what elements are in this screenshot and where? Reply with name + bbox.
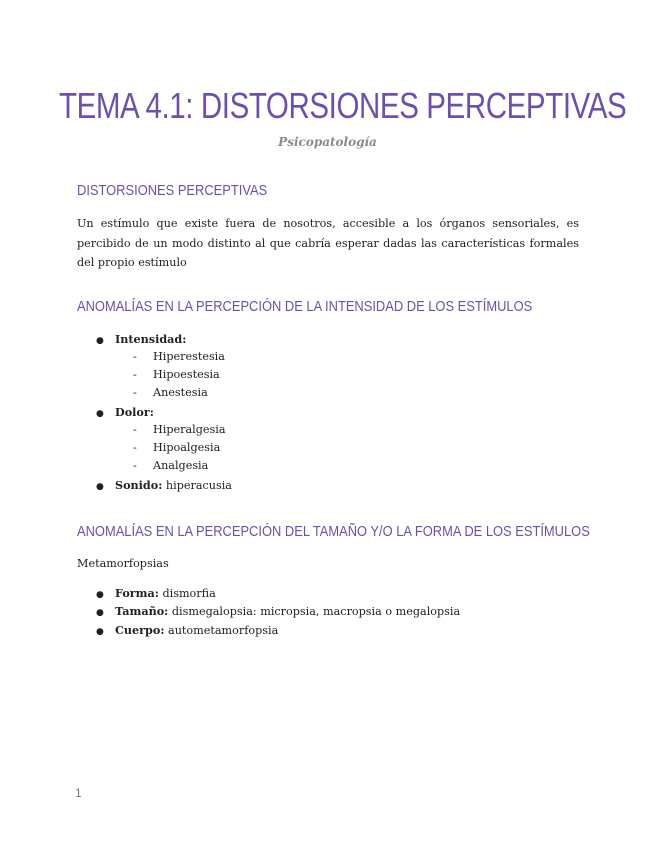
list-item-label: Cuerpo: — [115, 623, 165, 637]
bullet-icon: ● — [96, 627, 104, 637]
section-heading-tamano-forma: ANOMALÍAS EN LA PERCEPCIÓN DEL TAMAÑO Y/O LA FORMA DE LOS ESTÍMULOS — [77, 523, 590, 540]
dash-icon: - — [133, 441, 137, 454]
sub-item — [133, 457, 208, 475]
list-item-text: dismorfia — [162, 587, 216, 600]
dash-icon: - — [133, 386, 137, 399]
page-subtitle: Psicopatología — [278, 135, 377, 149]
dash-icon: - — [133, 350, 137, 363]
dash-icon: - — [133, 423, 137, 436]
bullet-icon: ● — [96, 336, 104, 346]
list-item-label: Sonido: — [115, 478, 163, 492]
section-heading-distorsiones: DISTORSIONES PERCEPTIVAS — [77, 182, 268, 199]
list-item-tamano — [96, 602, 460, 622]
bullet-icon: ● — [96, 590, 104, 600]
section-heading-intensidad: ANOMALÍAS EN LA PERCEPCIÓN DE LA INTENSIDAD DE LOS ESTÍMULOS — [77, 298, 533, 315]
list-item-label: Intensidad: — [115, 332, 187, 346]
sub-item-text: Hiperestesia — [153, 350, 225, 363]
list-item-sonido — [96, 476, 232, 496]
sub-item-text: Hipoalgesia — [153, 441, 221, 454]
list-item-label: Tamaño: — [115, 604, 169, 618]
sub-item-text: Analgesia — [153, 459, 209, 472]
sub-item — [133, 348, 225, 366]
dash-icon: - — [133, 459, 137, 472]
list-item-text: autometamorfopsia — [168, 624, 279, 637]
list-item-text: hiperacusia — [165, 479, 232, 492]
section-paragraph: Un estímulo que existe fuera de nosotros, accesible a los órganos sensoriales, es percibido de un modo distinto al que cabría esperar dadas las características formales del propio estímulo — [77, 217, 579, 269]
sub-item-text: Hiperalgesia — [153, 423, 226, 436]
list-item-dolor — [96, 403, 154, 423]
sub-item — [133, 366, 220, 384]
bullet-icon: ● — [96, 409, 104, 419]
sub-item — [133, 421, 225, 439]
list-item-label: Dolor: — [115, 405, 154, 419]
list-item-cuerpo — [96, 621, 278, 641]
list-item-forma — [96, 584, 216, 604]
bullet-icon: ● — [96, 482, 104, 492]
page-number: 1 — [75, 786, 82, 800]
list-item-label: Forma: — [115, 586, 159, 600]
section-intro: Metamorfopsias — [77, 557, 169, 570]
bullet-icon: ● — [96, 608, 104, 618]
sub-item — [133, 384, 208, 402]
sub-item — [133, 439, 220, 457]
page-title: TEMA 4.1: DISTORSIONES PERCEPTIVAS — [58, 85, 627, 126]
sub-item-text: Hipoestesia — [153, 368, 220, 381]
list-item-intensidad — [96, 330, 186, 350]
sub-item-text: Anestesia — [153, 386, 208, 399]
list-item-text: dismegalopsia: micropsia, macropsia o megalopsia — [171, 605, 461, 618]
dash-icon: - — [133, 368, 137, 381]
